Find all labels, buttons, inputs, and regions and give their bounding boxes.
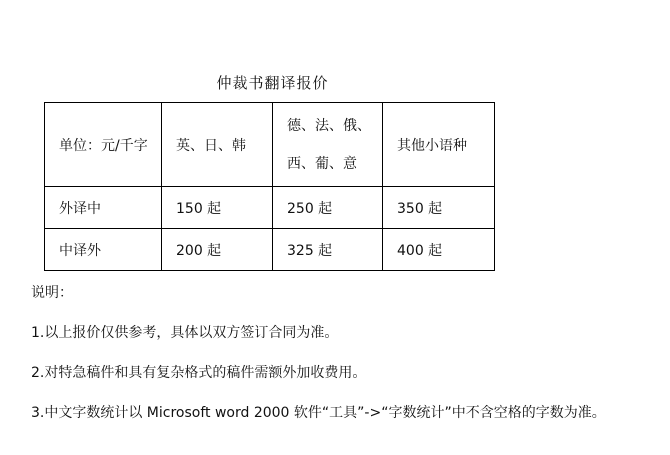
header-cell-other-languages: 其他小语种 — [383, 103, 495, 187]
price-cell: 200 起 — [162, 229, 273, 271]
table-row — [45, 187, 495, 229]
header-cell-line: 德、法、俄、 — [287, 117, 371, 134]
note-item: 2.对特急稿件和具有复杂格式的稿件需额外加收费用。 — [31, 365, 367, 381]
price-table — [44, 102, 495, 271]
notes-heading: 说明： — [31, 285, 73, 301]
header-cell-line: 西、葡、意 — [287, 155, 357, 172]
unit-label-cell: 单位：元/千字 — [45, 103, 162, 187]
row-label: 外译中 — [45, 187, 162, 229]
row-label: 中译外 — [45, 229, 162, 271]
header-cell-european-languages — [273, 103, 383, 187]
document-title: 仲裁书翻译报价 — [216, 74, 329, 92]
notes-section — [31, 283, 606, 443]
table-row — [45, 229, 495, 271]
price-cell: 250 起 — [273, 187, 383, 229]
price-cell: 350 起 — [383, 187, 495, 229]
note-item: 3.中文字数统计以 Microsoft word 2000 软件“工具”->“字数统计”中不含空格的字数为准。 — [31, 405, 606, 421]
price-cell: 150 起 — [162, 187, 273, 229]
note-item: 1.以上报价仅供参考，具体以双方签订合同为准。 — [31, 325, 339, 341]
price-cell: 400 起 — [383, 229, 495, 271]
table-header-row — [45, 103, 495, 187]
price-cell: 325 起 — [273, 229, 383, 271]
header-cell-eng-jpn-kor: 英、日、韩 — [162, 103, 273, 187]
